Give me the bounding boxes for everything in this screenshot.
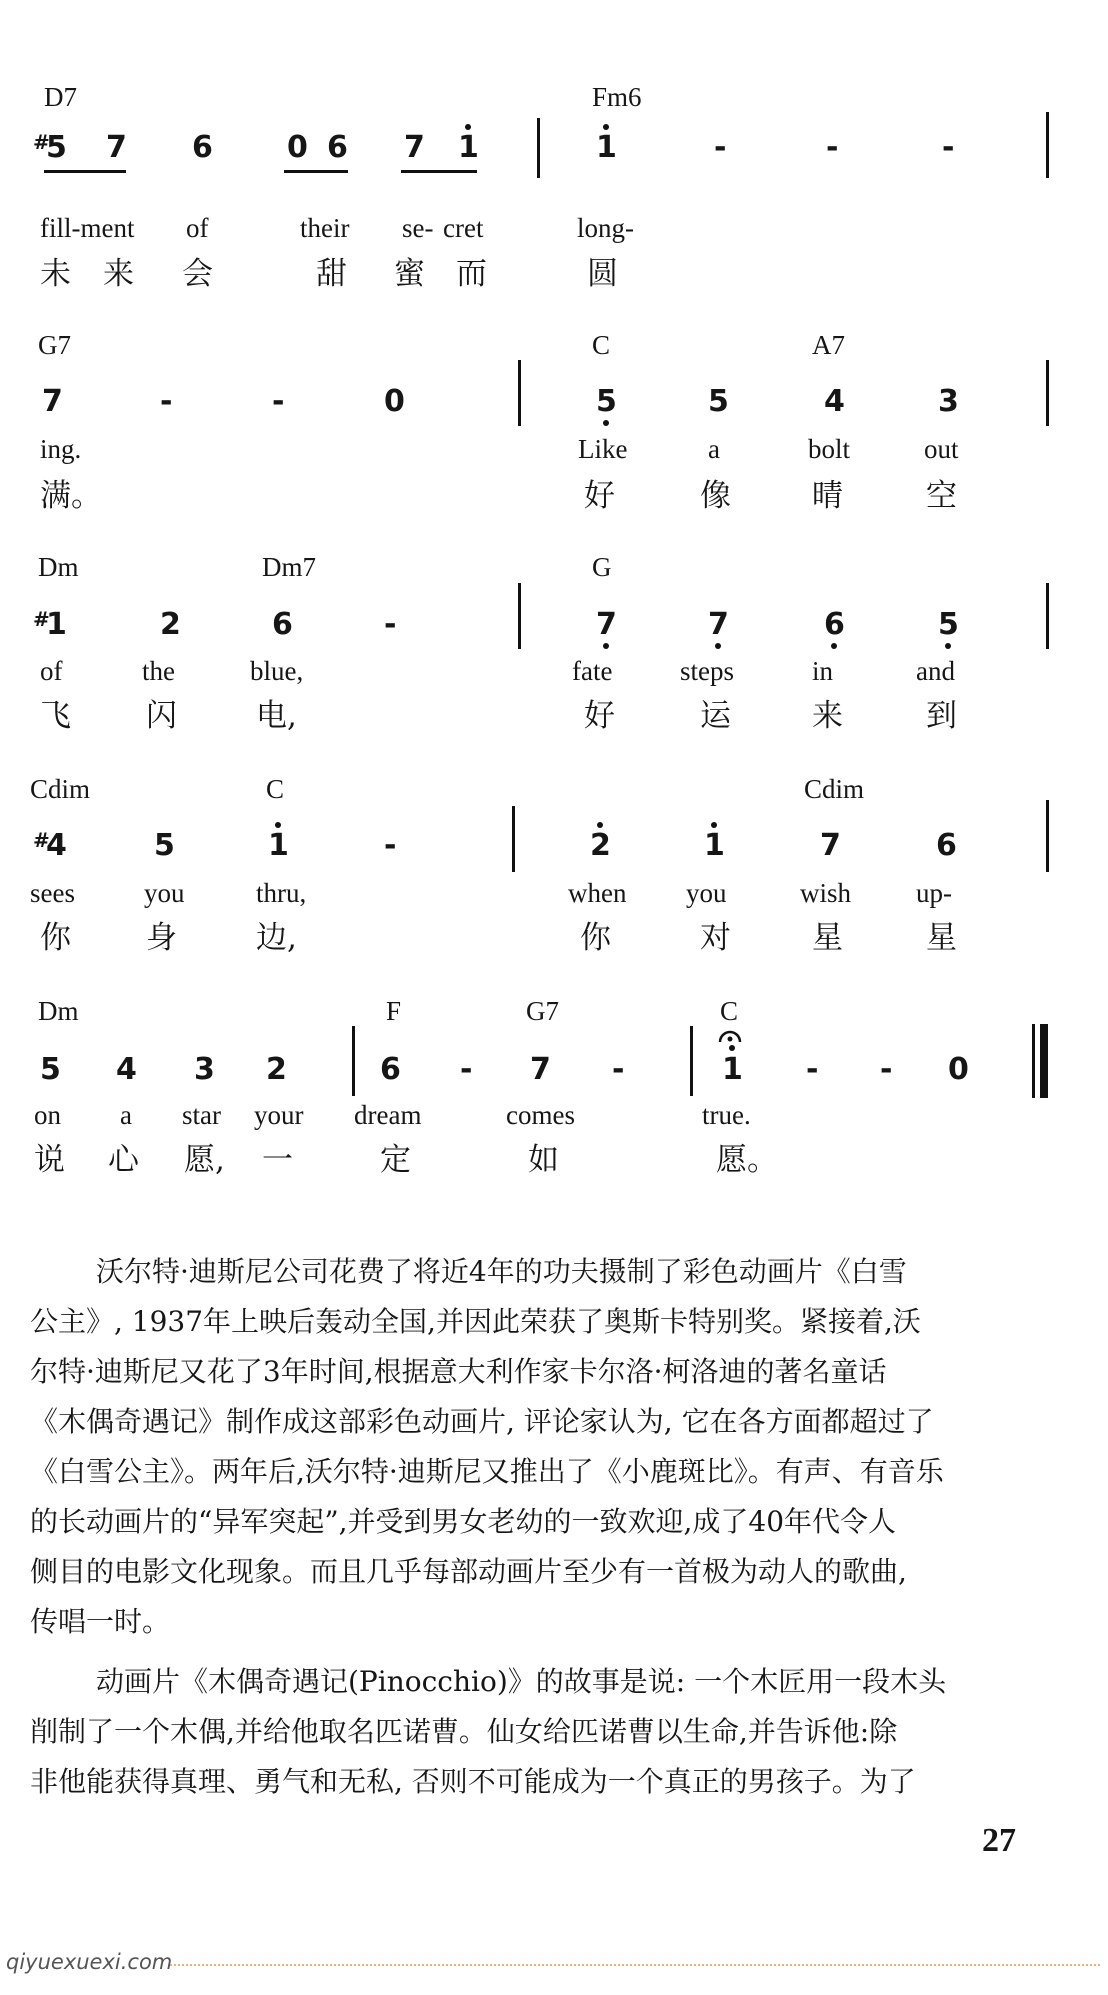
note: 5: [154, 828, 175, 863]
note: -: [612, 1052, 625, 1087]
lyric-en: you: [686, 878, 727, 908]
lyric-zh: 心: [108, 1142, 139, 1178]
note: 5: [938, 607, 959, 642]
lyric-en: se-: [402, 213, 434, 243]
note: 0: [287, 130, 308, 165]
lyric-en: the: [142, 656, 175, 686]
note: 5: [596, 384, 617, 419]
note: -: [160, 384, 173, 419]
lyric-zh: 如: [528, 1142, 559, 1178]
lyric-zh: 圆: [587, 256, 618, 292]
note: 0: [384, 384, 405, 419]
lyric-zh: 空: [926, 478, 957, 514]
low-octave-dot: [945, 643, 951, 649]
lyric-en: of: [40, 656, 63, 686]
chord: A7: [812, 330, 845, 360]
lyric-zh: 身: [146, 920, 177, 956]
lyric-zh: 闪: [146, 698, 177, 734]
watermark-dotted-line: [170, 1964, 1100, 1968]
sharp-sign: #: [33, 607, 50, 631]
lyric-en: wish: [800, 878, 852, 908]
lyric-en: steps: [680, 656, 734, 686]
bar-line: [537, 118, 540, 178]
lyric-zh: 来: [103, 256, 134, 292]
note: -: [806, 1052, 819, 1087]
lyric-zh: 到: [926, 698, 957, 734]
low-octave-dot: [831, 643, 837, 649]
note: 1: [458, 130, 479, 165]
lyric-zh: 一: [262, 1142, 293, 1178]
note: -: [880, 1052, 893, 1087]
note: -: [826, 130, 839, 165]
note: 7: [820, 828, 841, 863]
bar-line: [1046, 360, 1049, 426]
lyric-en: cret: [443, 213, 484, 243]
lyric-zh: 好: [584, 478, 615, 514]
lyric-en: Like: [578, 434, 628, 464]
low-octave-dot: [715, 643, 721, 649]
note: 7: [596, 607, 617, 642]
note: -: [714, 130, 727, 165]
lyric-zh: 定: [380, 1142, 411, 1178]
note: 1: [596, 130, 617, 165]
high-octave-dot: [597, 822, 603, 828]
lyric-zh: 晴: [812, 478, 843, 514]
note: 7: [106, 130, 127, 165]
chord: G7: [526, 996, 559, 1026]
prose-line: 动画片《木偶奇遇记(Pinocchio)》的故事是说: 一个木匠用一段木头: [96, 1665, 947, 1698]
lyric-en: dream: [354, 1100, 422, 1130]
chord: C: [592, 330, 611, 360]
note: -: [384, 828, 397, 863]
chord: Dm: [38, 996, 79, 1026]
lyric-zh: 对: [700, 920, 731, 956]
lyric-zh: 甜: [316, 256, 347, 292]
lyric-zh: 电,: [256, 698, 297, 734]
eighth-underline: [401, 170, 477, 173]
note: 5: [708, 384, 729, 419]
lyric-en: blue,: [250, 656, 304, 686]
lyric-zh: 满。: [40, 478, 102, 514]
note: -: [460, 1052, 473, 1087]
lyric-en: on: [34, 1100, 61, 1130]
chord: Fm6: [592, 82, 642, 112]
fermata-icon: [718, 1028, 742, 1042]
note: 6: [272, 607, 293, 642]
prose-line: 的长动画片的“异军突起”,并受到男女老幼的一致欢迎,成了40年代令人: [30, 1505, 897, 1538]
high-octave-dot: [275, 822, 281, 828]
high-octave-dot: [711, 822, 717, 828]
note: 5: [40, 1052, 61, 1087]
chord: Cdim: [804, 774, 865, 804]
bar-line: [518, 583, 521, 649]
bar-line: [690, 1026, 693, 1096]
prose-line: 非他能获得真理、勇气和无私, 否则不可能成为一个真正的男孩子。为了: [30, 1765, 916, 1798]
prose-line: 削制了一个木偶,并给他取名匹诺曹。仙女给匹诺曹以生命,并告诉他:除: [30, 1715, 898, 1748]
note: -: [272, 384, 285, 419]
lyric-zh: 运: [700, 698, 731, 734]
note: 4: [46, 828, 67, 863]
lyric-zh: 说: [34, 1142, 65, 1178]
lyric-en: sees: [30, 878, 75, 908]
lyric-zh: 未: [40, 256, 71, 292]
lyric-zh: 来: [812, 698, 843, 734]
lyric-en: up-: [916, 878, 952, 908]
lyric-en: ing.: [40, 434, 82, 464]
chord: C: [720, 996, 739, 1026]
note: 3: [938, 384, 959, 419]
bar-line: [512, 806, 515, 872]
note: 1: [722, 1052, 743, 1087]
lyric-en: in: [812, 656, 834, 686]
final-bar-line-thick: [1040, 1024, 1048, 1098]
note: 2: [590, 828, 611, 863]
lyric-zh: 你: [40, 920, 71, 956]
bar-line: [1046, 800, 1049, 872]
lyric-en: a: [120, 1100, 132, 1130]
chord: Dm: [38, 552, 79, 582]
chord: Cdim: [30, 774, 91, 804]
bar-line: [352, 1026, 355, 1096]
note: 6: [192, 130, 213, 165]
lyric-en: a: [708, 434, 720, 464]
eighth-underline: [284, 170, 348, 173]
lyric-en: out: [924, 434, 959, 464]
note: 1: [704, 828, 725, 863]
sharp-sign: #: [33, 828, 50, 852]
chord: G: [592, 552, 612, 582]
lyric-en: true.: [702, 1100, 751, 1130]
lyric-zh: 愿,: [184, 1142, 225, 1178]
note: 4: [116, 1052, 137, 1087]
lyric-zh: 蜜: [394, 256, 425, 292]
lyric-zh: 你: [580, 920, 611, 956]
lyric-zh: 而: [456, 256, 487, 292]
note: -: [384, 607, 397, 642]
note: 6: [936, 828, 957, 863]
prose-line: 尔特·迪斯尼又花了3年时间,根据意大利作家卡尔洛·柯洛迪的著名童话: [30, 1355, 887, 1388]
note: 4: [824, 384, 845, 419]
low-octave-dot: [603, 643, 609, 649]
lyric-en: you: [144, 878, 185, 908]
lyric-en: fill-ment: [40, 213, 135, 243]
bar-line: [1046, 583, 1049, 649]
lyric-zh: 会: [182, 256, 213, 292]
note: -: [942, 130, 955, 165]
note: 6: [327, 130, 348, 165]
note: 6: [380, 1052, 401, 1087]
eighth-underline: [44, 170, 126, 173]
chord: D7: [44, 82, 77, 112]
prose-line: 沃尔特·迪斯尼公司花费了将近4年的功夫摄制了彩色动画片《白雪: [96, 1255, 907, 1288]
sharp-sign: #: [33, 130, 50, 154]
chord: G7: [38, 330, 71, 360]
chord: C: [266, 774, 285, 804]
lyric-en: thru,: [256, 878, 307, 908]
page-number: 27: [982, 1822, 1016, 1859]
note: 3: [194, 1052, 215, 1087]
note: 7: [530, 1052, 551, 1087]
lyric-en: long-: [577, 213, 634, 243]
chord: Dm7: [262, 552, 316, 582]
high-octave-dot: [465, 124, 471, 130]
lyric-en: bolt: [808, 434, 851, 464]
lyric-zh: 飞: [40, 698, 71, 734]
lyric-en: and: [916, 656, 955, 686]
note: 7: [708, 607, 729, 642]
note: 1: [46, 607, 67, 642]
prose-line: 《白雪公主》。两年后,沃尔特·迪斯尼又推出了《小鹿斑比》。有声、有音乐: [30, 1455, 944, 1488]
chord: F: [386, 996, 402, 1026]
lyric-en: of: [186, 213, 209, 243]
note: 2: [160, 607, 181, 642]
high-octave-dot: [729, 1045, 735, 1051]
lyric-zh: 星: [812, 920, 843, 956]
prose-line: 公主》, 1937年上映后轰动全国,并因此荣获了奥斯卡特别奖。紧接着,沃: [30, 1305, 921, 1338]
lyric-zh: 像: [700, 478, 731, 514]
lyric-en: your: [254, 1100, 304, 1130]
note: 1: [268, 828, 289, 863]
lyric-en: their: [300, 213, 350, 243]
watermark-text: qiyuexuexi.com: [6, 1950, 173, 1974]
lyric-en: when: [568, 878, 627, 908]
high-octave-dot: [603, 124, 609, 130]
note: 2: [266, 1052, 287, 1087]
final-bar-line-thin: [1032, 1024, 1035, 1098]
lyric-en: fate: [572, 656, 613, 686]
lyric-en: comes: [506, 1100, 575, 1130]
prose-line: 侧目的电影文化现象。而且几乎每部动画片至少有一首极为动人的歌曲,: [30, 1555, 907, 1588]
low-octave-dot: [603, 420, 609, 426]
prose-line: 《木偶奇遇记》制作成这部彩色动画片, 评论家认为, 它在各方面都超过了: [30, 1405, 934, 1438]
note: 7: [42, 384, 63, 419]
note: 7: [404, 130, 425, 165]
lyric-zh: 愿。: [716, 1142, 778, 1178]
lyric-en: star: [182, 1100, 221, 1130]
note: 6: [824, 607, 845, 642]
prose-line: 传唱一时。: [30, 1605, 171, 1638]
note: 5: [46, 130, 67, 165]
bar-line: [1046, 112, 1049, 178]
lyric-zh: 好: [584, 698, 615, 734]
bar-line: [518, 360, 521, 426]
lyric-zh: 边,: [256, 920, 297, 956]
lyric-zh: 星: [926, 920, 957, 956]
note: 0: [948, 1052, 969, 1087]
